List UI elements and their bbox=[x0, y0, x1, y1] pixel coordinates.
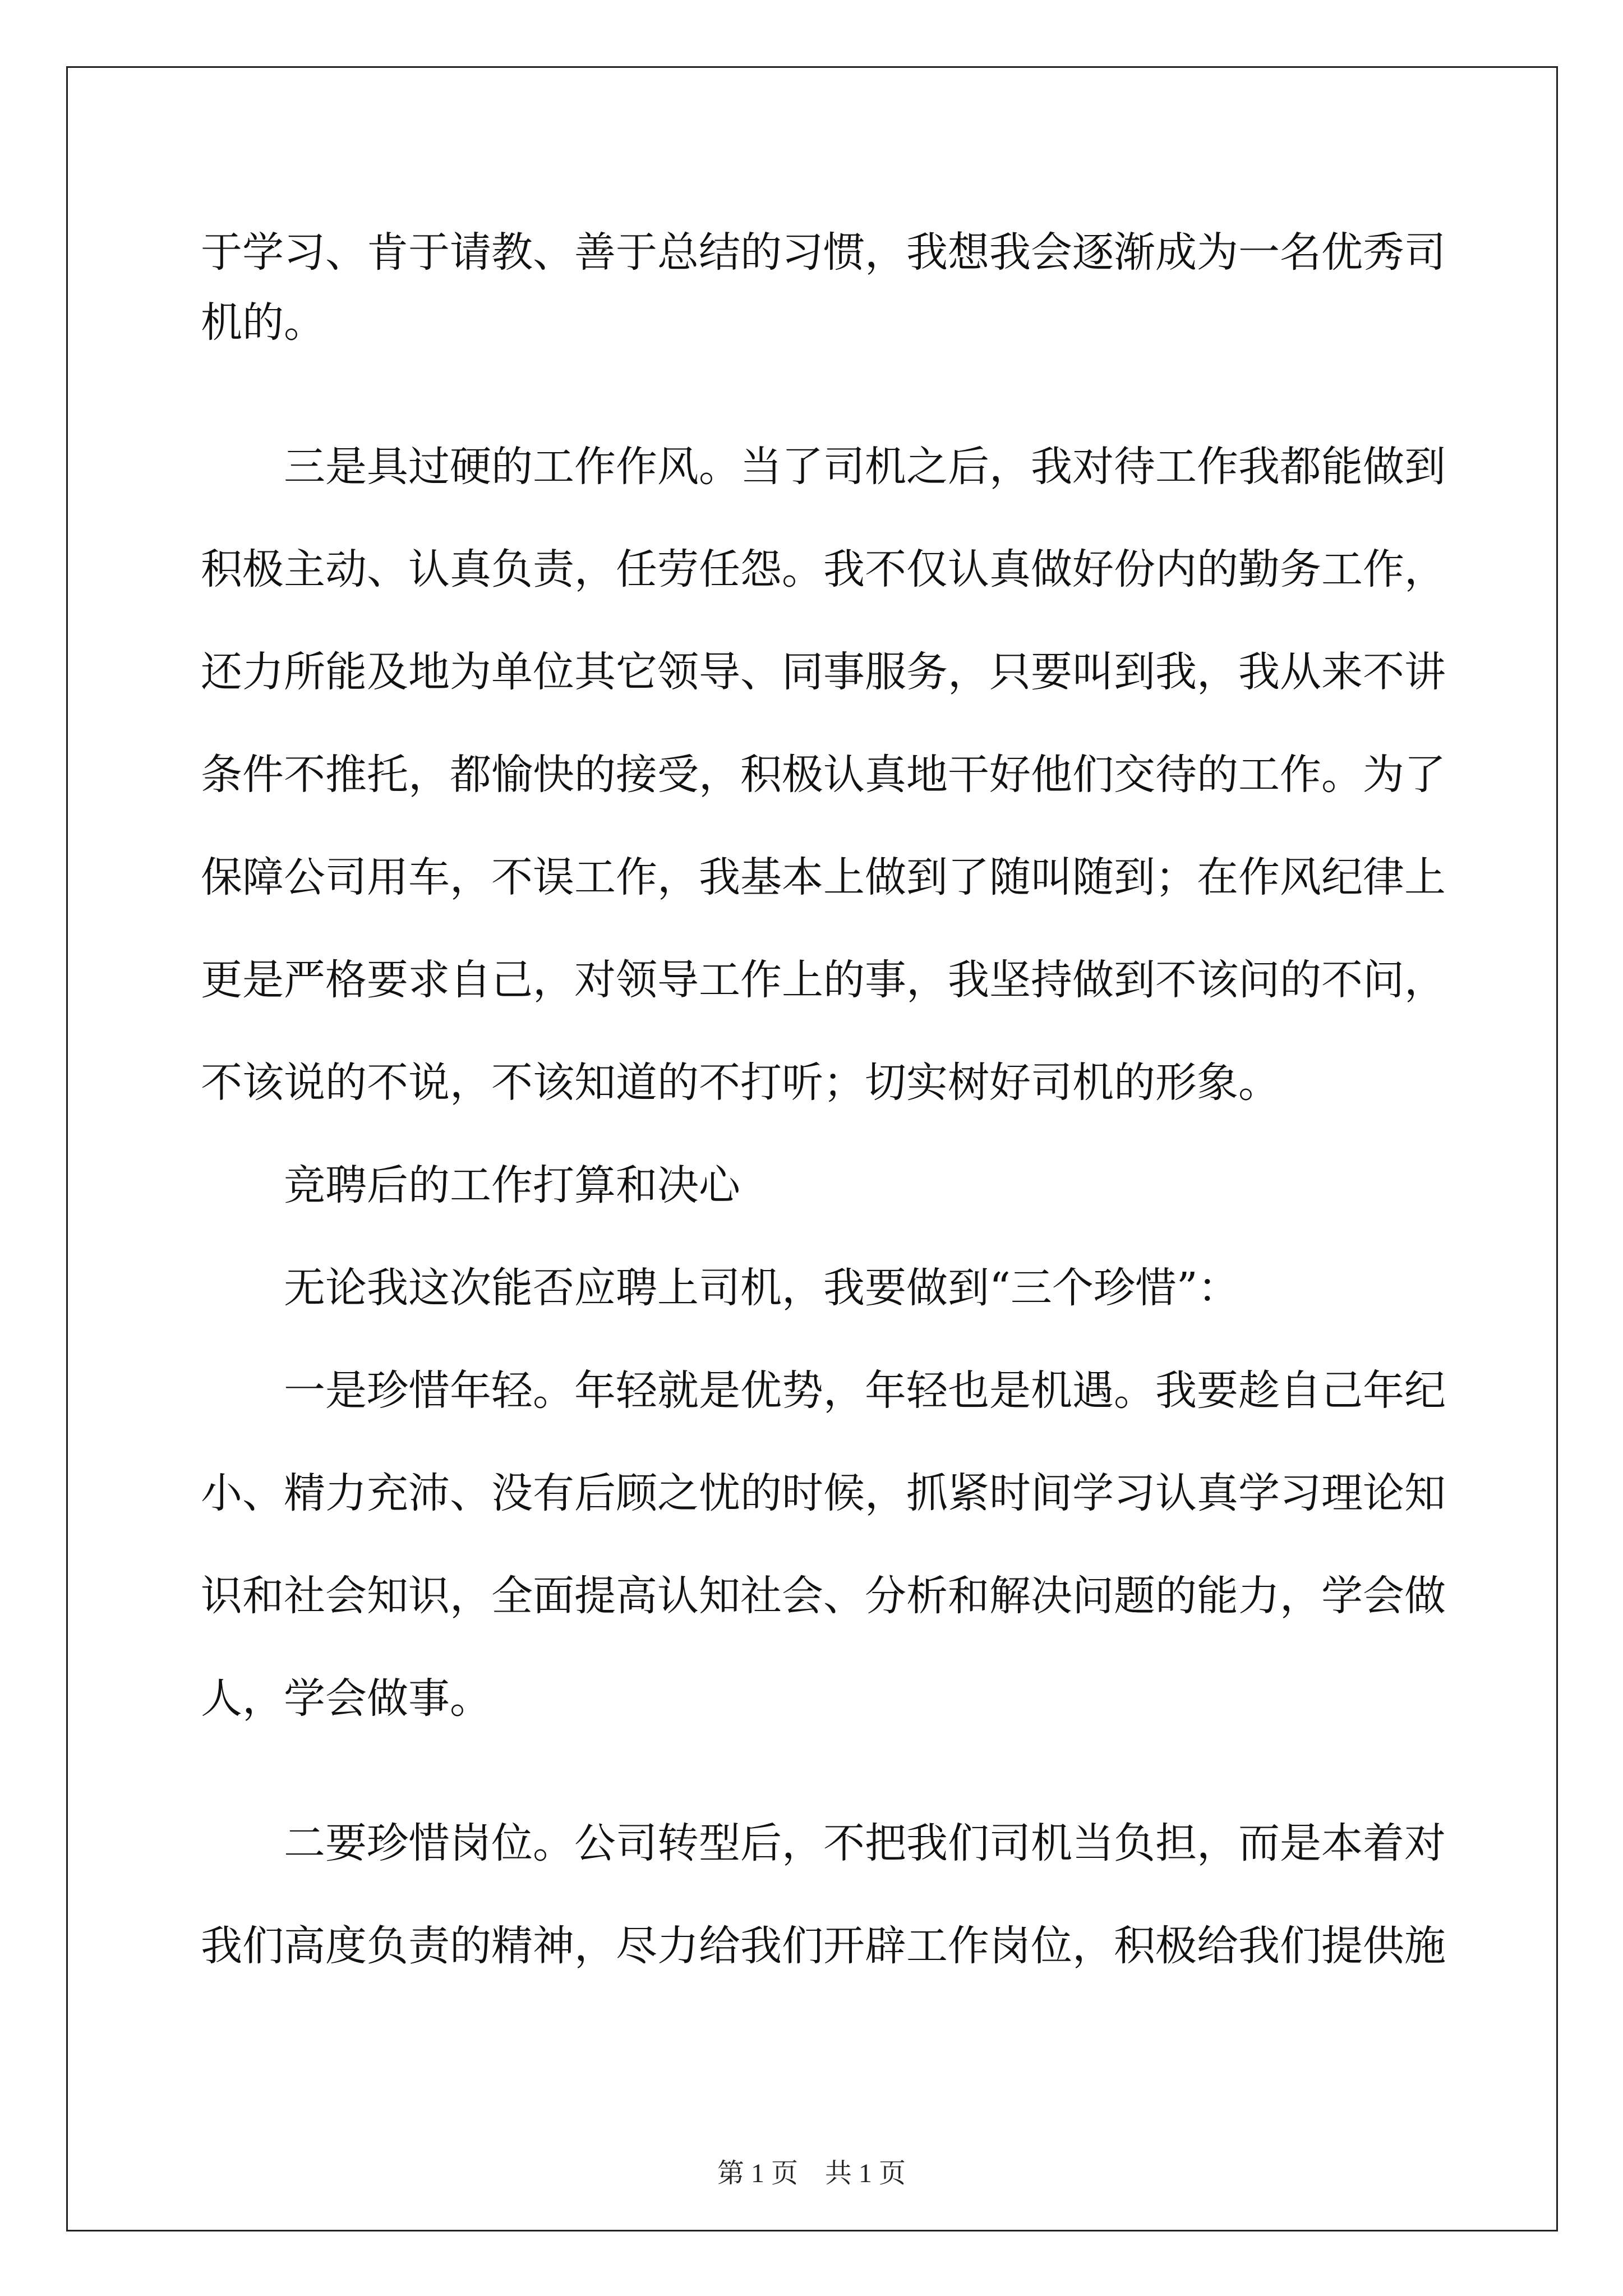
text-line: 小、精力充沛、没有后顾之忧的时候，抓紧时间学习认真学习理论知 bbox=[201, 1469, 1446, 1517]
text-line: 二要珍惜岗位。公司转型后，不把我们司机当负担，而是本着对 bbox=[284, 1819, 1446, 1867]
text-line: 识和社会知识，全面提高认知社会、分析和解决问题的能力，学会做 bbox=[201, 1572, 1446, 1620]
text-line: 一是珍惜年轻。年轻就是优势，年轻也是机遇。我要趁自己年纪 bbox=[284, 1366, 1446, 1415]
text-line: 无论我这次能否应聘上司机，我要做到“三个珍惜”： bbox=[284, 1264, 1239, 1312]
text-line: 机的。 bbox=[201, 298, 325, 347]
text-line: 我们高度负责的精神，尽力给我们开辟工作岗位，积极给我们提供施 bbox=[201, 1922, 1446, 1970]
text-line: 于学习、肯于请教、善于总结的习惯，我想我会逐渐成为一名优秀司 bbox=[201, 228, 1446, 277]
page-footer: 第 1 页 共 1 页 bbox=[717, 2159, 906, 2188]
page-border bbox=[66, 66, 1558, 2231]
text-line: 还力所能及地为单位其它领导、同事服务，只要叫到我，我从来不讲 bbox=[201, 648, 1446, 696]
text-line: 人，学会做事。 bbox=[201, 1674, 491, 1723]
text-line: 积极主动、认真负责，任劳任怨。我不仅认真做好份内的勤务工作， bbox=[201, 545, 1446, 593]
text-line: 保障公司用车，不误工作，我基本上做到了随叫随到；在作风纪律上 bbox=[201, 853, 1446, 901]
text-line: 更是严格要求自己，对领导工作上的事，我坚持做到不该问的不问， bbox=[201, 956, 1446, 1004]
text-line: 不该说的不说，不该知道的不打听；切实树好司机的形象。 bbox=[201, 1059, 1280, 1107]
section-heading: 竞聘后的工作打算和决心 bbox=[284, 1161, 740, 1209]
text-line: 条件不推托，都愉快的接受，积极认真地干好他们交待的工作。为了 bbox=[201, 751, 1446, 799]
text-line: 三是具过硬的工作作风。当了司机之后，我对待工作我都能做到 bbox=[284, 443, 1446, 491]
